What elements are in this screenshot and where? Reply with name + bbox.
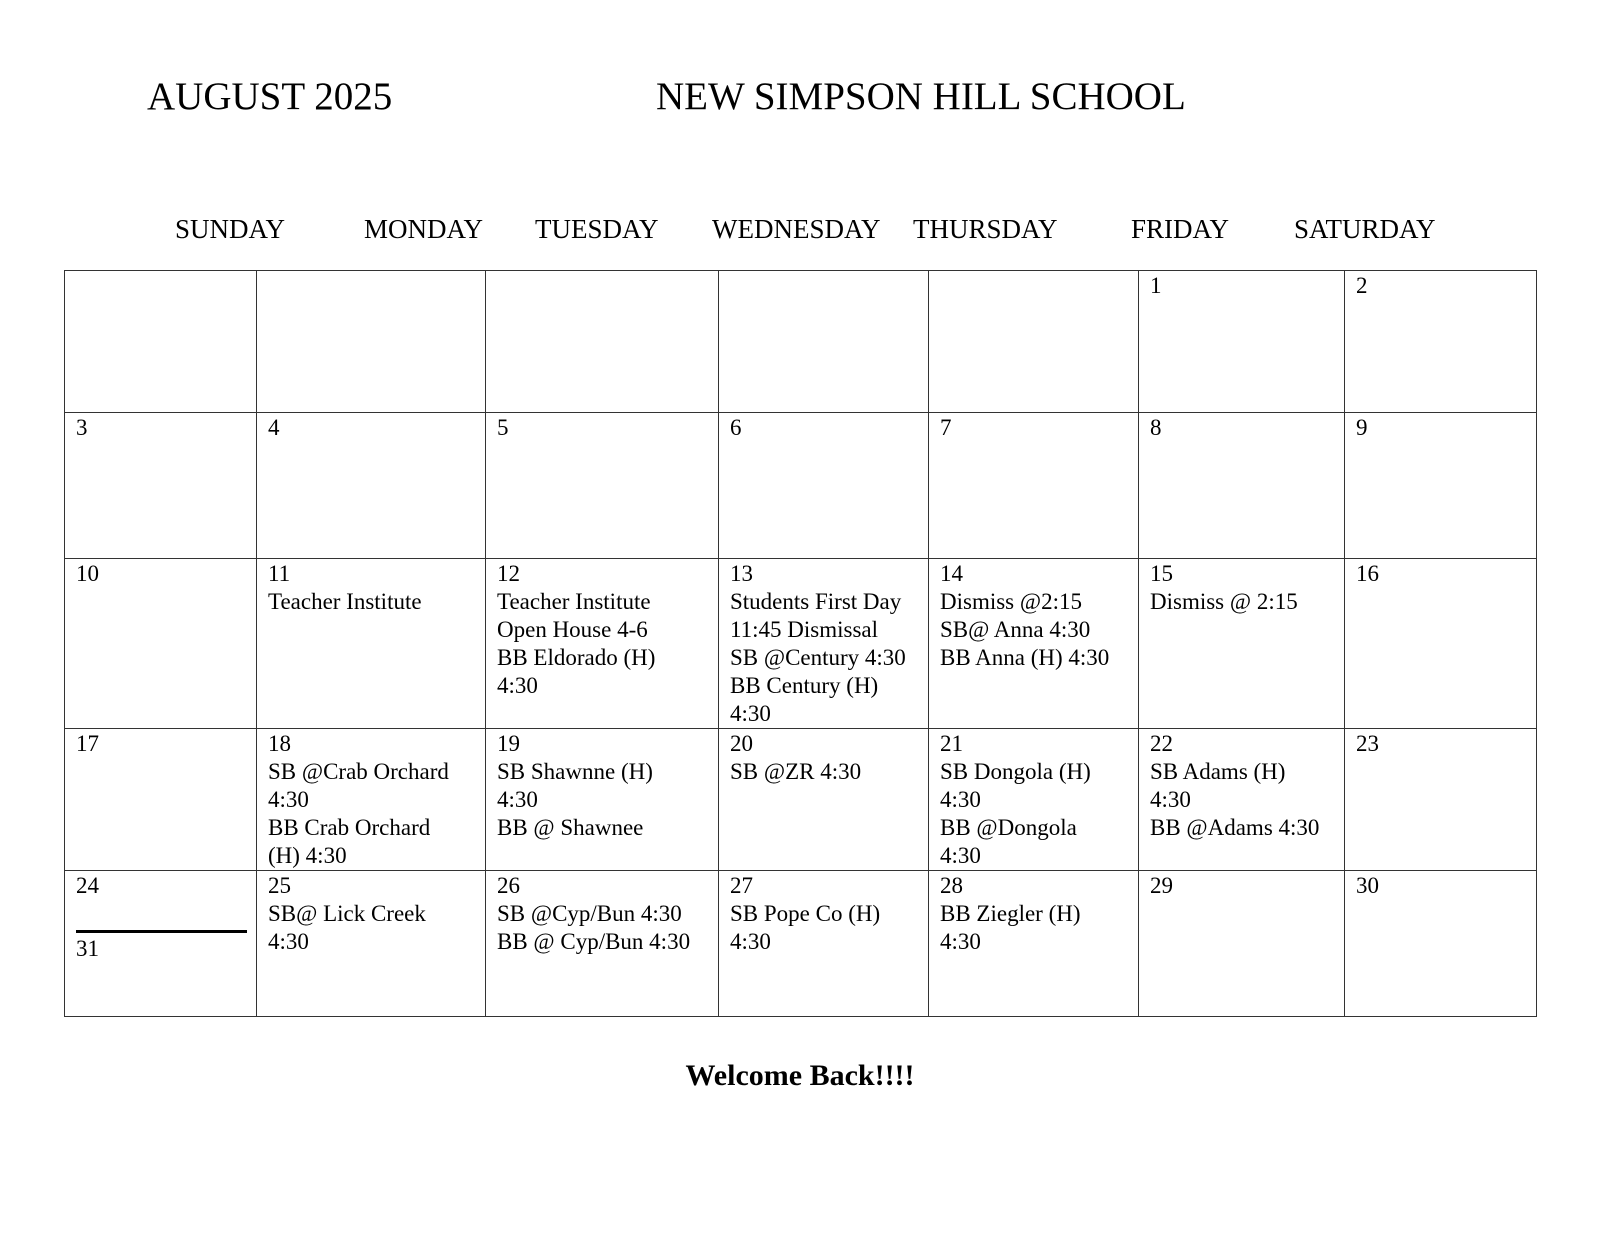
day-cell-content: [65, 871, 256, 900]
school-name: NEW SIMPSON HILL SCHOOL: [656, 75, 1186, 118]
day-event-line: BB @Adams 4:30: [1150, 815, 1320, 840]
calendar-day-cell-thursday: [929, 871, 1139, 1017]
day-event-line: SB Adams (H): [1150, 759, 1286, 784]
day-cell-content: [1139, 271, 1344, 300]
day-number: 27: [730, 873, 753, 898]
day-event-line: SB @ZR 4:30: [730, 759, 862, 784]
day-cell-content: [929, 413, 1138, 442]
day-event-line: BB Century (H): [730, 673, 879, 698]
day-cell-content: [65, 413, 256, 442]
calendar-day-cell-wednesday: [719, 871, 929, 1017]
day-event-line: BB @ Shawnee: [497, 815, 644, 840]
day-event-line: Open House 4-6: [497, 617, 648, 642]
day-cell-content: [719, 729, 928, 786]
day-event-line: 4:30: [940, 929, 981, 954]
calendar-day-cell-thursday: [929, 413, 1139, 559]
calendar-day-cell-saturday: [1345, 413, 1537, 559]
day-event-line: BB @ Cyp/Bun 4:30: [497, 929, 691, 954]
day-event-line: Teacher Institute: [268, 589, 422, 614]
day-cell-content: [1345, 559, 1536, 588]
weekday-header-sunday: SUNDAY: [175, 214, 286, 244]
calendar-day-cell-tuesday: [486, 559, 719, 729]
day-event-line: Teacher Institute: [497, 589, 651, 614]
day-number: 30: [1356, 873, 1379, 898]
day-event-line: Dismiss @ 2:15: [1150, 589, 1298, 614]
day-cell-content: [929, 729, 1138, 870]
day-number: 1: [1150, 273, 1162, 298]
day-cell-content: [65, 729, 256, 758]
day-event-line: 4:30: [497, 673, 538, 698]
day-event-line: SB@ Lick Creek: [268, 901, 426, 926]
weekday-header-thursday: THURSDAY: [913, 214, 1058, 244]
day-number: 15: [1150, 561, 1173, 586]
day-number: 7: [940, 415, 952, 440]
split-day-divider: [76, 930, 247, 933]
calendar-grid: [64, 270, 1537, 1017]
calendar-day-cell-monday: [257, 413, 486, 559]
day-number: 13: [730, 561, 753, 586]
calendar-day-cell-saturday: [1345, 729, 1537, 871]
day-cell-content: [1345, 871, 1536, 900]
day-cell-content: [257, 871, 485, 956]
day-event-line: SB Pope Co (H): [730, 901, 881, 926]
day-event-line: 4:30: [730, 701, 771, 726]
day-event-line: 4:30: [497, 787, 538, 812]
day-event-line: 4:30: [730, 929, 771, 954]
day-number: 25: [268, 873, 291, 898]
weekday-header-monday: MONDAY: [364, 214, 484, 244]
day-number: 28: [940, 873, 963, 898]
day-event-line: BB Ziegler (H): [940, 901, 1081, 926]
calendar-week-row: [65, 413, 1537, 559]
day-cell-content: [257, 271, 485, 272]
day-cell-content: [1139, 559, 1344, 616]
day-number: 19: [497, 731, 520, 756]
calendar-day-cell-monday: [257, 559, 486, 729]
day-event-line: 4:30: [940, 843, 981, 868]
day-number: 23: [1356, 731, 1379, 756]
day-number: 2: [1356, 273, 1368, 298]
day-event-line: 4:30: [268, 787, 309, 812]
day-cell-content: [65, 559, 256, 588]
day-event-line: SB @Century 4:30: [730, 645, 906, 670]
calendar-day-cell-wednesday: [719, 729, 929, 871]
day-number: 11: [268, 561, 291, 586]
day-event-line: BB Crab Orchard: [268, 815, 431, 840]
calendar-day-cell-monday: [257, 271, 486, 413]
day-number: 9: [1356, 415, 1368, 440]
calendar-day-cell-friday: [1139, 271, 1345, 413]
calendar-day-cell-sunday: [65, 559, 257, 729]
day-event-line: Dismiss @2:15: [940, 589, 1082, 614]
day-number: 8: [1150, 415, 1162, 440]
calendar-day-cell-monday: [257, 729, 486, 871]
day-event-line: 11:45 Dismissal: [730, 617, 879, 642]
weekday-header-friday: FRIDAY: [1131, 214, 1230, 244]
day-number: 20: [730, 731, 753, 756]
day-cell-content: [1345, 413, 1536, 442]
day-number: 17: [76, 731, 99, 756]
calendar-day-cell-wednesday: [719, 559, 929, 729]
day-number: 4: [268, 415, 280, 440]
day-number: 10: [76, 561, 99, 586]
day-event-line: SB Shawnne (H): [497, 759, 653, 784]
calendar-week-row: [65, 271, 1537, 413]
calendar-week-row: [65, 871, 1537, 1017]
day-cell-content: [1139, 413, 1344, 442]
day-cell-content: [486, 729, 718, 842]
day-number: 16: [1356, 561, 1379, 586]
calendar-week-row: [65, 729, 1537, 871]
calendar-day-cell-sunday: [65, 271, 257, 413]
day-number-split: 31: [76, 936, 99, 961]
calendar-day-cell-saturday: [1345, 559, 1537, 729]
day-number: 26: [497, 873, 520, 898]
day-event-line: BB Anna (H) 4:30: [940, 645, 1110, 670]
day-event-line: BB @Dongola: [940, 815, 1077, 840]
calendar-day-cell-saturday: [1345, 871, 1537, 1017]
day-cell-content: [1345, 729, 1536, 758]
calendar-day-cell-sunday: [65, 871, 257, 1017]
day-cell-content: [719, 413, 928, 442]
day-number: 14: [940, 561, 963, 586]
day-number: 18: [268, 731, 291, 756]
calendar-week-row: [65, 559, 1537, 729]
day-cell-content: [929, 559, 1138, 672]
day-cell-content: [257, 559, 485, 616]
calendar-day-cell-friday: [1139, 871, 1345, 1017]
day-number: 21: [940, 731, 963, 756]
day-event-line: 4:30: [268, 929, 309, 954]
day-event-line: SB @Crab Orchard: [268, 759, 449, 784]
day-event-line: BB Eldorado (H): [497, 645, 656, 670]
calendar-day-cell-friday: [1139, 559, 1345, 729]
calendar-day-cell-tuesday: [486, 729, 719, 871]
day-number: 5: [497, 415, 509, 440]
calendar-day-cell-wednesday: [719, 271, 929, 413]
day-number: 12: [497, 561, 520, 586]
month-title: AUGUST 2025: [147, 75, 393, 118]
day-cell-content: [1139, 729, 1344, 842]
day-cell-content: [486, 871, 718, 956]
calendar-day-cell-tuesday: [486, 413, 719, 559]
day-cell-content: [719, 271, 928, 272]
day-event-line: 4:30: [940, 787, 981, 812]
calendar-day-cell-friday: [1139, 413, 1345, 559]
day-number: 29: [1150, 873, 1173, 898]
day-cell-content: [719, 559, 928, 728]
day-cell-content: [486, 271, 718, 272]
calendar-day-cell-tuesday: [486, 271, 719, 413]
day-event-line: SB Dongola (H): [940, 759, 1091, 784]
day-cell-content: [257, 729, 485, 870]
day-cell-content: [1345, 271, 1536, 300]
day-event-line: SB@ Anna 4:30: [940, 617, 1091, 642]
calendar-day-cell-thursday: [929, 729, 1139, 871]
day-cell-content: [257, 413, 485, 442]
calendar-day-cell-thursday: [929, 271, 1139, 413]
calendar-day-cell-friday: [1139, 729, 1345, 871]
welcome-message: Welcome Back!!!!: [685, 1059, 915, 1092]
day-cell-content: [929, 871, 1138, 956]
calendar-day-cell-sunday: [65, 413, 257, 559]
weekday-header-tuesday: TUESDAY: [535, 214, 659, 244]
calendar-day-cell-tuesday: [486, 871, 719, 1017]
day-event-line: Students First Day: [730, 589, 902, 614]
calendar-day-cell-saturday: [1345, 271, 1537, 413]
calendar-day-cell-monday: [257, 871, 486, 1017]
day-event-line: (H) 4:30: [268, 843, 347, 868]
day-number: 6: [730, 415, 742, 440]
day-cell-content: [486, 559, 718, 700]
day-cell-content: [1139, 871, 1344, 900]
calendar-day-cell-thursday: [929, 559, 1139, 729]
weekday-header-saturday: SATURDAY: [1294, 214, 1436, 244]
day-cell-content: [929, 271, 1138, 272]
day-cell-content: [719, 871, 928, 956]
day-number: 3: [76, 415, 88, 440]
day-event-line: SB @Cyp/Bun 4:30: [497, 901, 682, 926]
day-number: 22: [1150, 731, 1173, 756]
day-event-line: 4:30: [1150, 787, 1191, 812]
day-cell-content: [486, 413, 718, 442]
day-number: 24: [76, 873, 99, 898]
calendar-day-cell-sunday: [65, 729, 257, 871]
weekday-header-wednesday: WEDNESDAY: [712, 214, 881, 244]
calendar-day-cell-wednesday: [719, 413, 929, 559]
day-cell-content: [65, 271, 256, 272]
